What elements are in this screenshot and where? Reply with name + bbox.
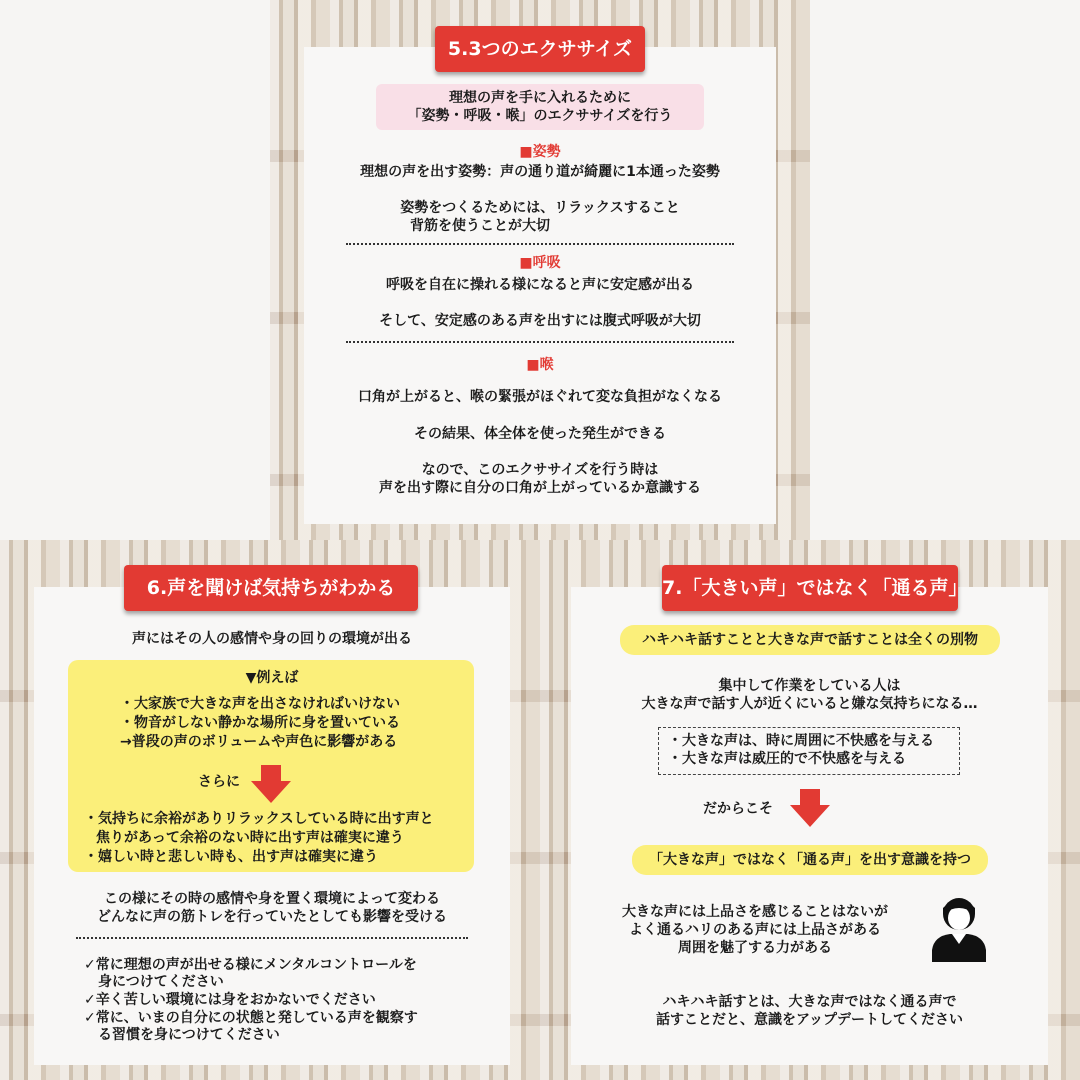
example-heading: ▼例えば [245,670,299,686]
check-item-3a: ✓常に、いまの自分にの状態と発している声を観察す [84,1010,418,1026]
section7-pill-2: 「大きな声」ではなく「通る声」を出す意識を持つ [632,845,988,875]
posture-heading: ■姿勢 [519,144,561,160]
section7-closing-2: 話すことだと、意識をアップデートしてください [655,1012,964,1028]
section5-intro-line2: 「姿勢・呼吸・喉」のエクササイズを行う [407,108,673,124]
section5-divider-1 [346,243,734,245]
breath-line1: 呼吸を自在に操れる様になると声に安定感が出る [386,277,694,293]
posture-line2: 姿勢をつくるためには、リラックスすること [400,200,680,216]
check-item-1a: ✓常に理想の声が出せる様にメンタルコントロールを [84,957,417,973]
section5-intro-line1: 理想の声を手に入れるために [449,90,631,106]
throat-line2: その結果、体全体を使った発生ができる [414,426,666,442]
check-item-1b: 身につけてください [98,974,224,990]
more-item-2: ・嬉しい時と悲しい時も、出す声は確実に違う [84,849,378,865]
section7-closing-1: ハキハキ話すとは、大きな声ではなく通る声で [662,994,957,1010]
section7-pill-1: ハキハキ話すことと大きな声で話すことは全くの別物 [620,625,1000,655]
throat-heading: ■喉 [526,357,554,373]
example-item-1: ・大家族で大きな声を出さなければいけない [120,696,400,712]
throat-line3: なので、このエクササイズを行う時は [421,462,659,478]
down-arrow-icon [251,765,291,803]
throat-line4: 声を出す際に自分の口角が上がっているか意識する [379,480,701,496]
breath-heading: ■呼吸 [519,255,561,271]
section6-divider [76,937,468,939]
section7-para1-line2: 大きな声で話す人が近くにいると嫌な気持ちになる… [641,696,978,712]
breath-line2: そして、安定感のある声を出すには腹式呼吸が大切 [379,313,701,329]
section7-box-item-2: ・大きな声は威圧的で不快感を与える [668,751,906,767]
section7-para2-line1: 大きな声には上品さを感じることはないが [622,904,888,920]
section7-para1-line1: 集中して作業をしている人は [718,678,901,694]
down-arrow-icon [790,789,830,827]
example-item-3: →普段の声のボリュームや声色に影響がある [120,734,398,750]
section7-para2-line2: よく通るハリのある声には上品さがある [629,922,881,938]
section6-summary-2: どんなに声の筋トレを行っていたとしても影響を受ける [97,909,447,925]
check-item-2: ✓辛く苦しい環境には身をおかないでください [84,992,376,1008]
section7-box-item-1: ・大きな声は、時に周囲に不快感を与える [668,733,934,749]
section7-para2-line3: 周囲を魅了する力がある [678,940,832,956]
therefore-label: だからこそ [703,801,773,817]
example-item-2: ・物音がしない静かな場所に身を置いている [120,715,400,731]
check-item-3b: る習慣を身につけてください [98,1027,280,1043]
section6-lead: 声にはその人の感情や身の回りの環境が出る [132,631,412,647]
more-item-1a: ・気持ちに余裕がありリラックスしている時に出す声と [84,811,434,827]
section6-title: 6.声を聞けば気持ちがわかる [124,565,418,611]
throat-line1: 口角が上がると、喉の緊張がほぐれて変な負担がなくなる [358,389,722,405]
section5-title: 5.3つのエクササイズ [435,26,645,72]
more-item-1b: 焦りがあって余裕のない時に出す声は確実に違う [96,830,404,846]
posture-line1: 理想の声を出す姿勢：声の通り道が綺麗に1本通った姿勢 [360,164,720,180]
person-icon [930,894,988,962]
section6-summary-1: この様にその時の感情や身を置く環境によって変わる [104,891,440,907]
section5-divider-2 [346,341,734,343]
posture-line3: 背筋を使うことが大切 [410,218,550,234]
furthermore-label: さらに [198,774,240,790]
section7-title: 7.「大きい声」ではなく「通る声」 [662,565,958,611]
